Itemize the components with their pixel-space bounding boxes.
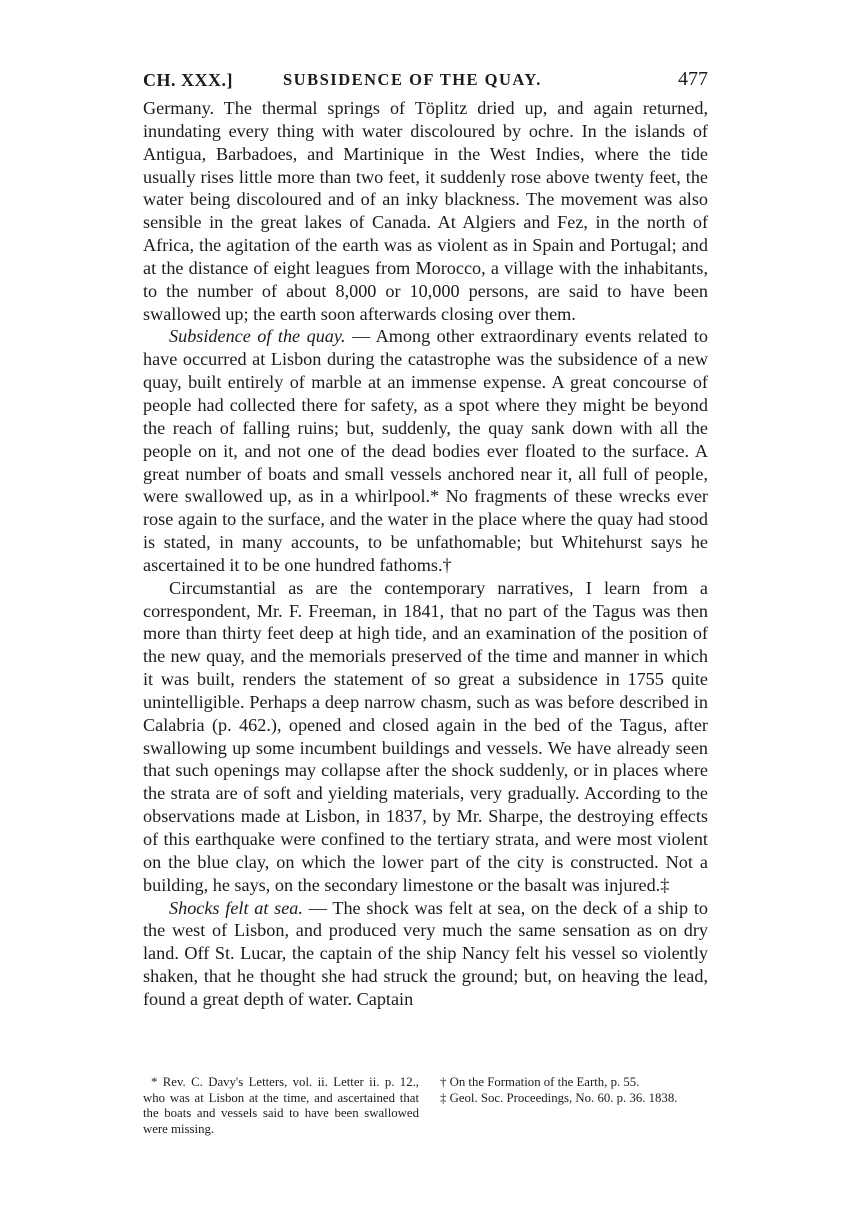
body-text (143, 97, 708, 1011)
footnote-column-left (143, 1075, 419, 1137)
running-header (143, 68, 708, 96)
footnote-column-right (432, 1075, 708, 1137)
paragraph-text: — The shock was felt at sea, on the deck of a ship to the west of Lisbon, and produced very much the same sensation as on dry land. Off St. Lucar, the captain of the ship Nancy felt his vessel so violently shaken, that he thought she had struck the ground; but, on heaving the lead, found a great depth of water. Captain (143, 897, 708, 1009)
paragraph-subsidence-of-quay (143, 325, 708, 576)
section-heading: Shocks felt at sea. (169, 897, 303, 918)
paragraph-text: — Among other extraordinary events related to have occurred at Lisbon during the catastrophe was the subsidence of a new quay, built entirely of marble at an immense expense. A great concourse of people had collected there for safety, as a spot where they might be beyond the reach of falling ruins; but, suddenly, the quay sank down with all the people on it, and not one of the dead bodies ever floated to the surface. A great number of boats and small vessels anchored near it, all full of people, were swallowed up, as in a whirlpool.* No fragments of these wrecks ever rose again to the surface, and the water in the place where the quay had stood is stated, in many accounts, to be unfathomable; but Whitehurst says he ascertained it to be one hundred fathoms.† (143, 326, 708, 575)
paragraph-text: Circumstantial as are the contemporary narratives, I learn from a correspondent, Mr. F. Freeman, in 1841, that no part of the Tagus was then more than thirty feet deep at high tide, and an examination of the position of the new quay, and the memorials preserved of the time and manner in which it was built, renders the statement of so great a subsidence in 1755 quite unintelligible. Perhaps a deep narrow chasm, such as was before described in Calabria (p. 462.), opened and closed again in the bed of the Tagus, after swallowing up some incumbent buildings and vessels. We have already seen that such openings may collapse after the shock suddenly, or in places where the strata are of soft and yielding materials, very gradually. According to the observations made at Lisbon, in 1837, by Mr. Sharpe, the destroying effects of this earthquake were confined to the tertiary strata, and were most violent on the blue clay, on which the lower part of the city is constructed. Not a building, he says, on the secondary limestone or the basalt was injured.‡ (143, 577, 708, 895)
running-title: SUBSIDENCE OF THE QUAY. (283, 70, 542, 89)
paragraph-text: Germany. The thermal springs of Töplitz dried up, and again returned, inundating every thing with water discoloured by ochre. In the islands of Antigua, Barbadoes, and Martinique in the West Indies, where the tide usually rises little more than two feet, it suddenly rose above twenty feet, the water being discoloured and of an inky blackness. The movement was also sensible in the great lakes of Canada. At Algiers and Fez, in the north of Africa, the agitation of the earth was as violent as in Spain and Portugal; and at the distance of eight leagues from Morocco, a village with the inhabitants, to the number of about 8,000 or 10,000 persons, are said to have been swallowed up; the earth soon afterwards closing over them. (143, 98, 708, 324)
footnote-davy: * Rev. C. Davy's Letters, vol. ii. Letter ii. p. 12., who was at Lisbon at the time, and ascertained that the boats and vessels said to have been swallowed were missing. (143, 1075, 419, 1136)
paragraph-germany (143, 97, 708, 325)
footnote-geol-soc: ‡ Geol. Soc. Proceedings, No. 60. p. 36. 1838. (440, 1090, 678, 1105)
paragraph-shocks-at-sea (143, 897, 708, 1011)
book-page (143, 68, 708, 1011)
footnote-whitehurst: † On the Formation of the Earth, p. 55. (440, 1075, 640, 1089)
page-number: 477 (678, 68, 708, 90)
section-heading: Subsidence of the quay. (169, 326, 346, 347)
footnotes (143, 1075, 708, 1137)
chapter-label: CH. XXX.] (143, 70, 233, 90)
paragraph-circumstantial (143, 577, 708, 897)
